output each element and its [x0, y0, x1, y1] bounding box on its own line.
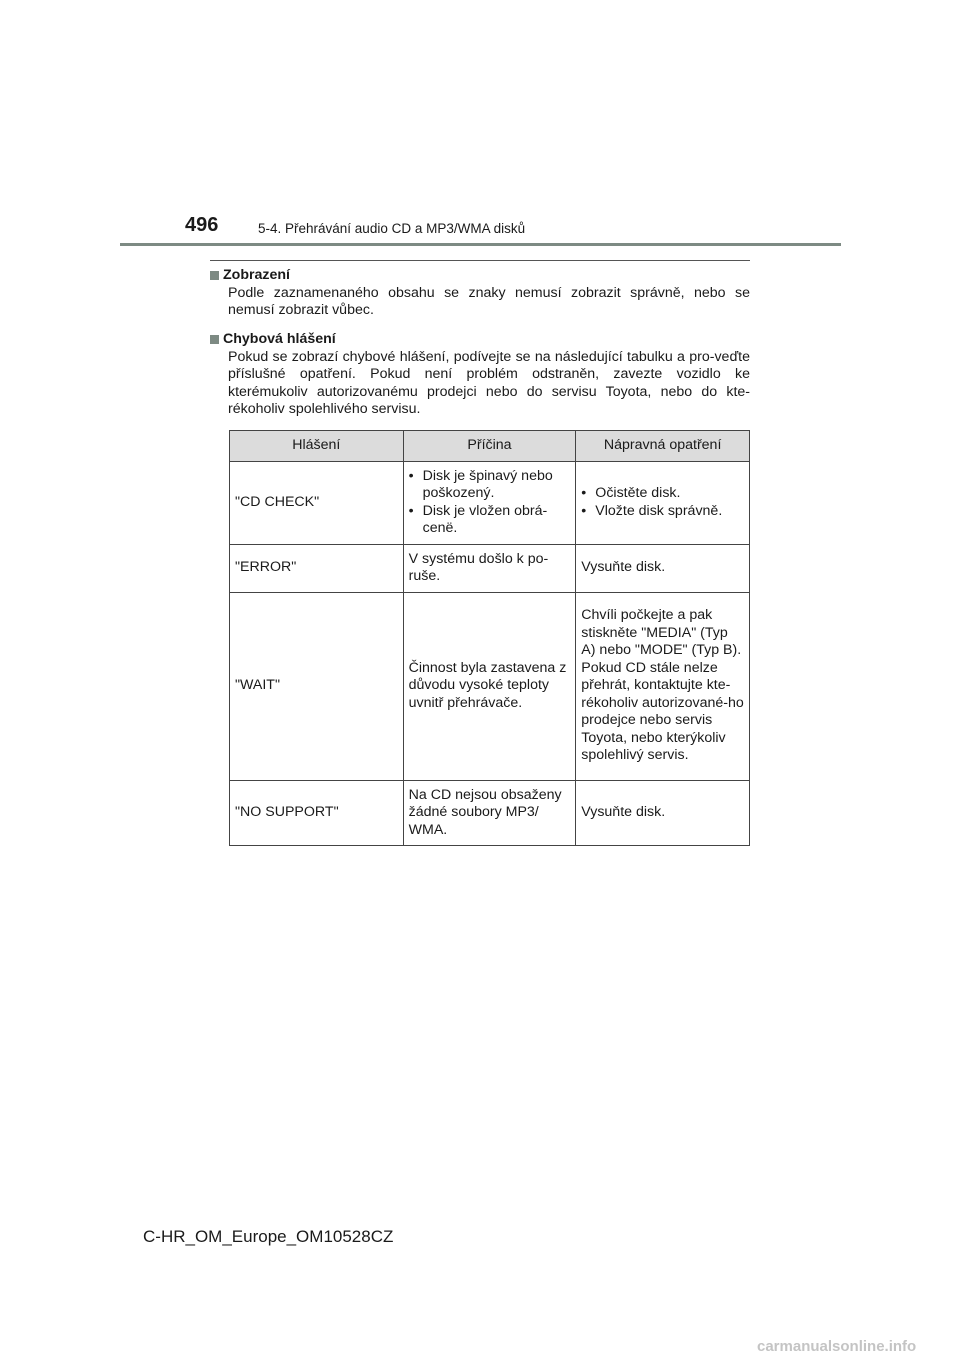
section-heading [210, 267, 750, 285]
section-error-messages [210, 331, 750, 419]
table-row [230, 592, 750, 780]
column-header-remedy: Nápravná opatření [576, 431, 750, 462]
error-message-table [229, 430, 750, 846]
header-rule [120, 243, 841, 246]
cell-remedy: Chvíli počkejte a pak stiskněte "MEDIA" (Typ A) nebo "MODE" (Typ B). Pokud CD stále nelze přehrát, kontaktujte kte-rékoholiv autorizované-ho prodejce nebo servis Toyota, nebo kterýkoliv spolehlivý servis. [576, 592, 750, 780]
document-id: C-HR_OM_Europe_OM10528CZ [143, 1227, 394, 1246]
cell-cause: V systému došlo k po-ruše. [403, 544, 576, 592]
square-bullet-icon [210, 335, 219, 344]
list-item: • Očistěte disk. [581, 485, 744, 503]
cell-message: "WAIT" [230, 592, 404, 780]
cell-cause: Činnost byla zastavena z důvodu vysoké teploty uvnitř přehrávače. [403, 592, 576, 780]
list-item: • Disk je špinavý nebo poškozený. [409, 468, 571, 503]
content-rule [210, 260, 750, 261]
square-bullet-icon [210, 271, 219, 280]
cell-message: "CD CHECK" [230, 461, 404, 544]
table-header-row [230, 431, 750, 462]
column-header-message: Hlášení [230, 431, 404, 462]
cell-message: "ERROR" [230, 544, 404, 592]
cell-remedy [576, 461, 750, 544]
watermark: carmanualsonline.info [757, 1338, 917, 1355]
table-row [230, 544, 750, 592]
section-paragraph: Pokud se zobrazí chybové hlášení, podívejte se na následující tabulku a pro-veďte příslušné opatření. Pokud není problém odstraněn, zavezte vozidlo ke kterémukoliv autorizovanému prodejci nebo do servisu Toyota, nebo do kte-rékoholiv spolehlivého servisu. [228, 348, 750, 417]
cell-cause: Na CD nejsou obsaženy žádné soubory MP3/ WMA. [403, 780, 576, 846]
cell-remedy: Vysuňte disk. [576, 544, 750, 592]
list-item: • Vložte disk správně. [581, 503, 744, 521]
cell-remedy: Vysuňte disk. [576, 780, 750, 846]
section-display [210, 267, 750, 320]
section-paragraph: Podle zaznamenaného obsahu se znaky nemusí zobrazit správně, nebo se nemusí zobrazit vůbec. [228, 284, 750, 318]
list-item: • Disk je vložen obrá-cenë. [409, 503, 571, 538]
table-row [230, 780, 750, 846]
section-title: 5-4. Přehrávání audio CD a MP3/WMA disků [258, 221, 526, 236]
cause-list [409, 468, 571, 538]
section-heading-text: Zobrazení [223, 267, 291, 283]
table-row [230, 461, 750, 544]
column-header-cause: Příčina [403, 431, 576, 462]
section-heading-text: Chybová hlášení [223, 331, 336, 347]
section-heading [210, 331, 750, 349]
cell-message: "NO SUPPORT" [230, 780, 404, 846]
cell-cause [403, 461, 576, 544]
page-number: 496 [185, 214, 219, 236]
remedy-list [581, 485, 744, 520]
